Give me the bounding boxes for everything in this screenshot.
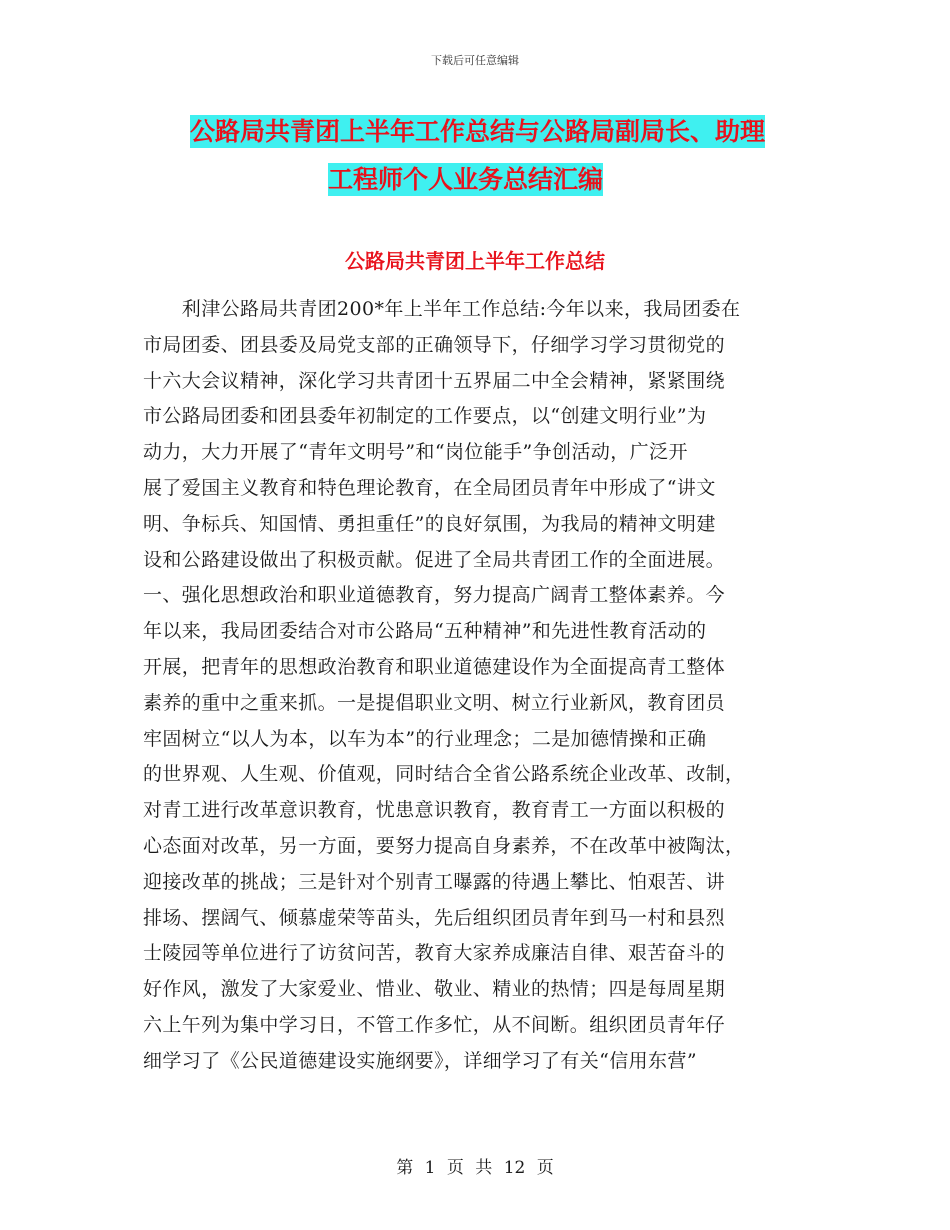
body-line: 心态面对改革，另一方面，要努力提高自身素养，不在改革中被陶汰， (143, 834, 745, 857)
body-line: 排场、摆阔气、倾慕虚荣等苗头，先后组织团员青年到马一村和县烈 (143, 906, 726, 929)
body-line: 迎接改革的挑战；三是针对个别青工曝露的待遇上攀比、怕艰苦、讲 (143, 870, 726, 893)
body-line: 年以来，我局团委结合对市公路局“五种精神”和先进性教育活动的 (143, 620, 707, 643)
page-footer: 第 1 页 共 12 页 (396, 1158, 554, 1178)
body-line: 牢固树立“以人为本，以车为本”的行业理念；二是加德情操和正确 (143, 727, 707, 750)
body-line: 士陵园等单位进行了访贫问苦，教育大家养成廉洁自律、艰苦奋斗的 (143, 942, 726, 965)
body-line: 六上午列为集中学习日，不管工作多忙，从不间断。组织团员青年仔 (143, 1013, 726, 1036)
body-line: 展了爱国主义教育和特色理论教育，在全局团员青年中形成了“讲文 (143, 476, 716, 499)
body-line: 设和公路建设做出了积极贡献。促进了全局共青团工作的全面进展。 (143, 548, 726, 571)
body-line: 利津公路局共青团200*年上半年工作总结:今年以来，我局团委在 (143, 298, 741, 320)
body-line: 对青工进行改革意识教育，忧患意识教育，教育青工一方面以积极的 (143, 799, 726, 822)
body-line: 开展，把青年的思想政治教育和职业道德建设作为全面提高青工整体 (143, 655, 726, 678)
body-line: 的世界观、人生观、价值观，同时结合全省公路系统企业改革、改制， (143, 763, 745, 786)
body-line: 细学习了《公民道德建设实施纲要》，详细学习了有关“信用东营” (143, 1049, 697, 1072)
body-text (143, 292, 813, 1080)
document-title-line-2: 工程师个人业务总结汇编 (328, 165, 604, 194)
body-line: 动力，大力开展了“青年文明号”和“岗位能手”争创活动，广泛开 (143, 441, 688, 464)
body-line: 一、强化思想政治和职业道德教育，努力提高广阔青工整体素养。今 (143, 584, 726, 607)
body-line: 素养的重中之重来抓。一是提倡职业文明、树立行业新风，教育团员 (143, 691, 726, 714)
section-title: 公路局共青团上半年工作总结 (345, 249, 605, 273)
body-line: 明、争标兵、知国情、勇担重任”的良好氛围，为我局的精神文明建 (143, 512, 716, 535)
document-title-line-1: 公路局共青团上半年工作总结与公路局副局长、助理 (190, 117, 766, 146)
header-note: 下载后可任意编辑 (431, 54, 519, 67)
body-line: 好作风，激发了大家爱业、惜业、敬业、精业的热情；四是每周星期 (143, 978, 726, 1001)
body-line: 市局团委、团县委及局党支部的正确领导下，仔细学习学习贯彻党的 (143, 333, 726, 356)
document-title (190, 108, 810, 204)
body-line: 市公路局团委和团县委年初制定的工作要点，以“创建文明行业”为 (143, 405, 707, 428)
body-line: 十六大会议精神，深化学习共青团十五界届二中全会精神，紧紧围绕 (143, 369, 726, 392)
